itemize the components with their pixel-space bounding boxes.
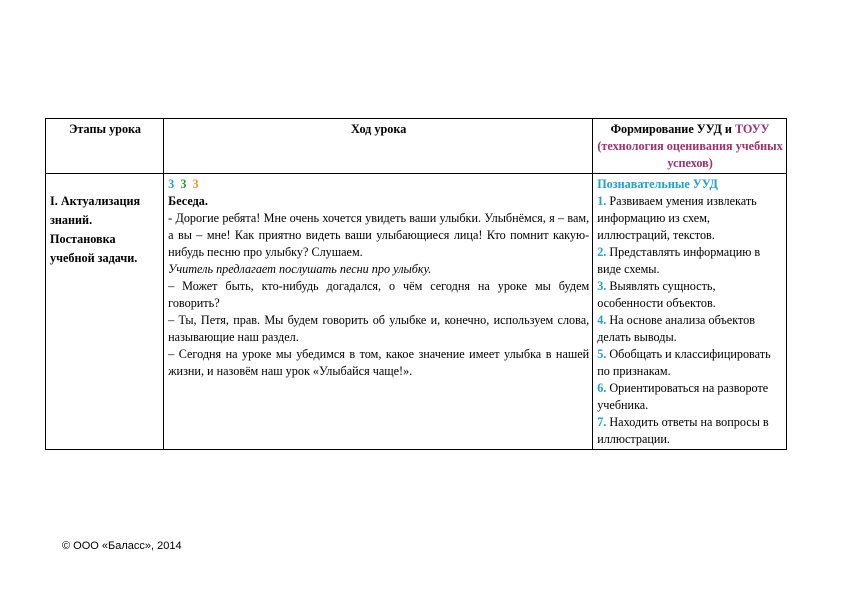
skill-item: 7. Находить ответы на вопросы в иллюстрации. bbox=[597, 415, 769, 446]
skill-item: 6. Ориентироваться на развороте учебника. bbox=[597, 381, 769, 412]
header-formation-prefix: Формирование УУД и bbox=[610, 122, 732, 136]
skill-item: 4. На основе анализа объектов делать выводы. bbox=[597, 313, 755, 344]
header-toyu-subtitle: (технология оценивания учебных успехов) bbox=[597, 139, 783, 170]
skill-item: 3. Выявлять сущность, особенности объектов. bbox=[597, 279, 716, 310]
skill-item: 5. Обобщать и классифицировать по признакам. bbox=[597, 347, 771, 378]
dialogue-paragraph-1: - Дорогие ребята! Мне очень хочется увидеть ваши улыбки. Улыбнёмся, я – вам, а вы – мне! Как приятно видеть ваши улыбающиеся лица! Кто помнит какую-нибудь песню про улыбку? Слушаем. bbox=[168, 211, 590, 259]
teacher-note: Учитель предлагает послушать песни про улыбку. bbox=[168, 262, 432, 276]
header-formation bbox=[593, 119, 787, 174]
mark-2: 3 bbox=[180, 177, 187, 191]
table-header-row bbox=[46, 119, 787, 174]
dialogue-paragraph-4: – Сегодня на уроке мы убедимся в том, какое значение имеет улыбка в нашей жизни, и назовём наш урок «Улыбайся чаще!». bbox=[168, 347, 590, 378]
dialogue-paragraph-2: – Может быть, кто-нибудь догадался, о чём сегодня на уроке мы будем говорить? bbox=[168, 279, 590, 310]
table-row bbox=[46, 174, 787, 450]
header-toyu: ТОУУ bbox=[734, 122, 770, 136]
mark-3: 3 bbox=[192, 177, 199, 191]
lesson-table bbox=[45, 118, 787, 450]
assessment-marks bbox=[168, 176, 589, 193]
skill-item: 2. Представлять информацию в виде схемы. bbox=[597, 245, 761, 276]
stage-cell: I. Актуализация знаний. Постановка учебной задачи. bbox=[46, 174, 164, 450]
category-title: Познавательные УУД bbox=[597, 177, 718, 191]
skill-item: 1. Развиваем умения извлекать информацию из схем, иллюстраций, текстов. bbox=[597, 194, 757, 242]
copyright-footer: © ООО «Баласс», 2014 bbox=[62, 540, 182, 552]
formation-cell bbox=[593, 174, 787, 450]
header-stages: Этапы урока bbox=[46, 119, 164, 174]
header-course: Ход урока bbox=[164, 119, 593, 174]
mark-1: 3 bbox=[168, 177, 175, 191]
course-cell bbox=[164, 174, 593, 450]
conversation-title: Беседа. bbox=[168, 194, 208, 208]
dialogue-paragraph-3: – Ты, Петя, прав. Мы будем говорить об улыбке и, конечно, используем слова, называющие наш раздел. bbox=[168, 313, 590, 344]
